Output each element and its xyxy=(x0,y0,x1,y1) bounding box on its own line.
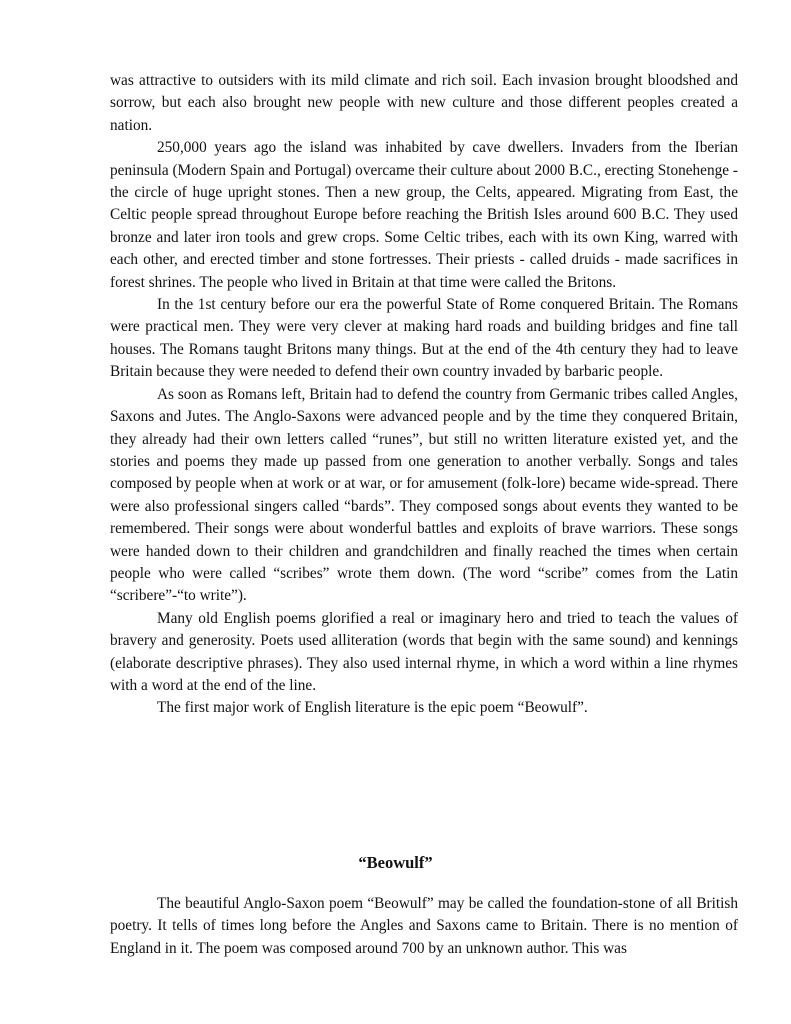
paragraph-anglo-saxons: As soon as Romans left, Britain had to defend the country from Germanic tribes called Angles, Saxons and Jutes. The Anglo-Saxons were advanced people and by the time they conquered Britain, they already had their own letters called “runes”, but still no written literature existed yet, and the stories and poems they made up passed from one generation to another verbally. Songs and tales composed by people when at work or at war, or for amusement (folk-lore) became wide-spread. There were also professional singers called “bards”. They composed songs about events they wanted to be remembered. Their songs were about wonderful battles and exploits of brave warriors. These songs were handed down to their children and grandchildren and finally reached the times when certain people who were called “scribes” wrote them down. (The word “scribe” comes from the Latin “scribere”-“to write”). xyxy=(110,385,738,605)
intro-section xyxy=(110,70,738,720)
beowulf-section xyxy=(110,893,738,960)
section-heading-beowulf: “Beowulf” xyxy=(358,853,433,872)
paragraph-romans: In the 1st century before our era the powerful State of Rome conquered Britain. The Romans were practical men. They were very clever at making hard roads and building bridges and fine tall houses. The Romans taught Britons many things. But at the end of the 4th century they had to leave Britain because they were needed to defend their own country invaded by barbaric people. xyxy=(110,296,738,381)
paragraph-old-english-poems: Many old English poems glorified a real or imaginary hero and tried to teach the values of bravery and generosity. Poets used alliteration (words that begin with the same sound) and kennings (elaborate descriptive phrases). They also used internal rhyme, in which a word within a line rhymes with a word at the end of the line. xyxy=(110,609,738,694)
paragraph-continuation: was attractive to outsiders with its mild climate and rich soil. Each invasion brought bloodshed and sorrow, but each also brought new people with new culture and those different peoples created a nation. xyxy=(110,72,738,134)
paragraph-early-inhabitants: 250,000 years ago the island was inhabited by cave dwellers. Invaders from the Iberian peninsula (Modern Spain and Portugal) overcame their culture about 2000 B.C., erecting Stonehenge - the circle of huge upright stones. Then a new group, the Celts, appeared. Migrating from East, the Celtic people spread throughout Europe before reaching the British Isles around 600 B.C. They used bronze and later iron tools and grew crops. Some Celtic tribes, each with its own King, warred with each other, and erected timber and stone fortresses. Their priests - called druids - made sacrifices in forest shrines. The people who lived in Britain at that time were called the Britons. xyxy=(110,139,738,291)
paragraph-first-major-work: The first major work of English literature is the epic poem “Beowulf”. xyxy=(157,699,588,717)
paragraph-beowulf-intro: The beautiful Anglo-Saxon poem “Beowulf” may be called the foundation-stone of all British poetry. It tells of times long before the Angles and Saxons came to Britain. There is no mention of England in it. The poem was composed around 700 by an unknown author. This was xyxy=(110,895,738,957)
